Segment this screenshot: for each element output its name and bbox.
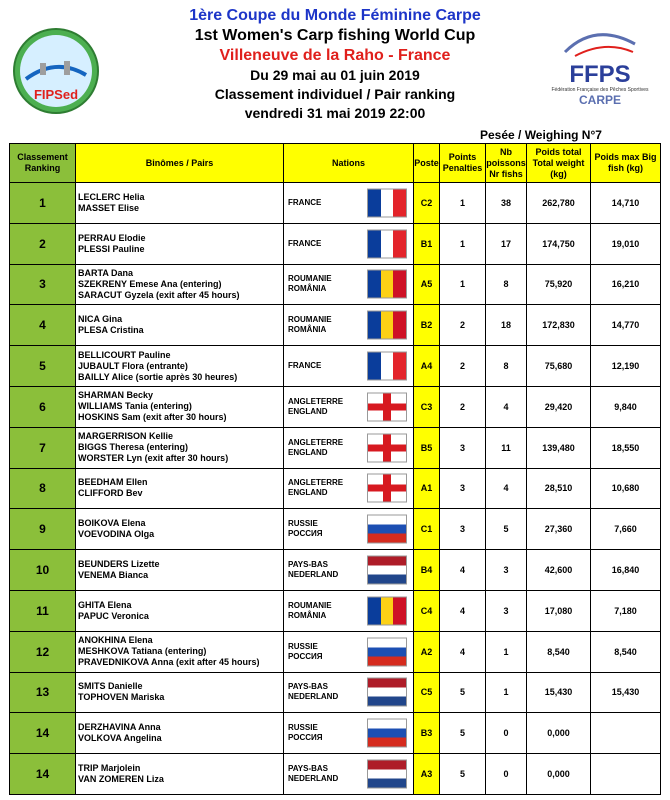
penalties-cell: 2 <box>440 305 486 346</box>
big-fish-cell: 19,010 <box>591 223 661 264</box>
total-weight-cell: 15,430 <box>527 672 591 713</box>
nation-name: FRANCE <box>288 361 322 371</box>
nation-cell <box>284 346 414 387</box>
col-pairs: Binômes / Pairs <box>76 144 284 183</box>
penalties-cell: 2 <box>440 346 486 387</box>
total-weight-cell: 29,420 <box>527 386 591 427</box>
pair-member: BIGGS Theresa (entering) <box>78 442 189 453</box>
big-fish-cell: 16,210 <box>591 264 661 305</box>
venue: Villeneuve de la Raho - France <box>219 47 451 64</box>
pair-member: MESHKOVA Tatiana (entering) <box>78 646 207 657</box>
nation-cell <box>284 223 414 264</box>
big-fish-cell: 18,550 <box>591 427 661 468</box>
pair-member: PERRAU Elodie <box>78 232 146 243</box>
pair-member: PLESA Cristina <box>78 325 144 336</box>
pair-member: WILLIAMS Tania (entering) <box>78 401 192 412</box>
table-row <box>10 305 661 346</box>
total-weight-cell: 42,600 <box>527 550 591 591</box>
poste-cell: B3 <box>414 713 440 754</box>
pair-member: VOEVODINA Olga <box>78 529 155 540</box>
svg-text:FIPSed: FIPSed <box>33 87 79 102</box>
col-total-weight: Poids total Total weight (kg) <box>527 144 591 183</box>
pair-member: ANOKHINA Elena <box>78 635 153 646</box>
netherlands-flag-icon <box>367 678 407 707</box>
header-titles <box>130 0 540 123</box>
pair-member: TOPHOVEN Mariska <box>78 692 165 703</box>
col-fish: Nb poissons Nr fishs <box>486 144 527 183</box>
nation-name: RUSSIE <box>288 723 318 733</box>
nation-name: РОССИЯ <box>288 733 323 743</box>
big-fish-cell <box>591 713 661 754</box>
nation-cell <box>284 386 414 427</box>
nation-cell <box>284 672 414 713</box>
fish-count-cell: 11 <box>486 427 527 468</box>
big-fish-cell: 15,430 <box>591 672 661 713</box>
nation-cell <box>284 427 414 468</box>
nation-name: FRANCE <box>288 197 322 207</box>
france-flag-icon <box>367 352 407 381</box>
fipsed-logo <box>12 27 100 115</box>
pairs-cell <box>76 223 284 264</box>
russia-flag-icon <box>367 515 407 544</box>
col-nations: Nations <box>284 144 414 183</box>
table-row <box>10 672 661 713</box>
total-weight-cell: 172,830 <box>527 305 591 346</box>
ranking-table <box>9 143 661 795</box>
rank-cell: 8 <box>10 468 76 509</box>
ranking-type: Classement individuel / Pair ranking <box>214 86 456 102</box>
table-header-row <box>10 144 661 183</box>
poste-cell: C4 <box>414 590 440 631</box>
poste-cell: A4 <box>414 346 440 387</box>
rank-cell: 14 <box>10 713 76 754</box>
pair-member: BOIKOVA Elena <box>78 518 146 529</box>
nation-name: РОССИЯ <box>288 529 323 539</box>
nation-name: NEDERLAND <box>288 570 339 580</box>
rank-cell: 1 <box>10 183 76 224</box>
rank-cell: 14 <box>10 754 76 795</box>
total-weight-cell: 28,510 <box>527 468 591 509</box>
rank-cell: 6 <box>10 386 76 427</box>
poste-cell: A3 <box>414 754 440 795</box>
penalties-cell: 5 <box>440 754 486 795</box>
poste-cell: A1 <box>414 468 440 509</box>
total-weight-cell: 8,540 <box>527 631 591 672</box>
nation-name: PAYS-BAS <box>288 764 329 774</box>
col-ranking: Classement Ranking <box>10 144 76 183</box>
pairs-cell <box>76 550 284 591</box>
poste-cell: C2 <box>414 183 440 224</box>
nation-name: ANGLETERRE <box>288 396 344 406</box>
big-fish-cell: 14,710 <box>591 183 661 224</box>
england-flag-icon <box>367 433 407 462</box>
weighing-number: Pesée / Weighing N°7 <box>480 128 602 142</box>
nation-name: ROMÂNIA <box>288 610 327 620</box>
table-row <box>10 223 661 264</box>
pairs-cell <box>76 468 284 509</box>
penalties-cell: 5 <box>440 672 486 713</box>
nation-cell <box>284 550 414 591</box>
pair-member: PAPUC Veronica <box>78 610 149 621</box>
table-row <box>10 713 661 754</box>
table-row <box>10 509 661 550</box>
big-fish-cell: 14,770 <box>591 305 661 346</box>
rank-cell: 7 <box>10 427 76 468</box>
romania-flag-icon <box>367 270 407 299</box>
nation-cell <box>284 305 414 346</box>
table-row <box>10 427 661 468</box>
pair-member: SZEKRENY Emese Ana (entering) <box>78 278 222 289</box>
nation-name: NEDERLAND <box>288 774 339 784</box>
penalties-cell: 1 <box>440 183 486 224</box>
pair-member: SHARMAN Becky <box>78 390 154 401</box>
pair-member: SARACUT Gyzela (exit after 45 hours) <box>78 289 240 300</box>
nation-cell <box>284 468 414 509</box>
poste-cell: A5 <box>414 264 440 305</box>
pair-member: VAN ZOMEREN Liza <box>78 774 164 785</box>
table-row <box>10 346 661 387</box>
penalties-cell: 3 <box>440 468 486 509</box>
pair-member: SMITS Danielle <box>78 681 143 692</box>
penalties-cell: 3 <box>440 427 486 468</box>
nation-name: ROMÂNIA <box>288 284 327 294</box>
poste-cell: C5 <box>414 672 440 713</box>
pair-member: NICA Gina <box>78 314 123 325</box>
romania-flag-icon <box>367 311 407 340</box>
pair-member: BEEDHAM Ellen <box>78 477 148 488</box>
table-row <box>10 468 661 509</box>
pair-member: HOSKINS Sam (exit after 30 hours) <box>78 412 227 423</box>
title-english: 1st Women's Carp fishing World Cup <box>194 27 476 44</box>
total-weight-cell: 139,480 <box>527 427 591 468</box>
big-fish-cell: 10,680 <box>591 468 661 509</box>
fish-count-cell: 1 <box>486 631 527 672</box>
nation-cell <box>284 713 414 754</box>
rank-cell: 2 <box>10 223 76 264</box>
nation-name: ROUMANIE <box>288 315 332 325</box>
total-weight-cell: 17,080 <box>527 590 591 631</box>
fish-count-cell: 0 <box>486 754 527 795</box>
pair-member: MARGERRISON Kellie <box>78 431 174 442</box>
fish-count-cell: 3 <box>486 550 527 591</box>
fish-count-cell: 1 <box>486 672 527 713</box>
big-fish-cell: 7,180 <box>591 590 661 631</box>
pair-member: BEUNDERS Lizette <box>78 559 160 570</box>
col-big-fish: Poids max Big fish (kg) <box>591 144 661 183</box>
fish-count-cell: 8 <box>486 346 527 387</box>
fish-count-cell: 5 <box>486 509 527 550</box>
penalties-cell: 4 <box>440 550 486 591</box>
rank-cell: 12 <box>10 631 76 672</box>
poste-cell: B1 <box>414 223 440 264</box>
nation-name: FRANCE <box>288 238 322 248</box>
big-fish-cell: 9,840 <box>591 386 661 427</box>
poste-cell: A2 <box>414 631 440 672</box>
total-weight-cell: 75,680 <box>527 346 591 387</box>
title-french: 1ère Coupe du Monde Féminine Carpe <box>189 7 481 24</box>
romania-flag-icon <box>367 596 407 625</box>
total-weight-cell: 27,360 <box>527 509 591 550</box>
big-fish-cell: 12,190 <box>591 346 661 387</box>
pair-member: TRIP Marjolein <box>78 763 141 774</box>
rank-cell: 11 <box>10 590 76 631</box>
pair-member: BELLICOURT Pauline <box>78 349 171 360</box>
pair-member: GHITA Elena <box>78 599 132 610</box>
penalties-cell: 4 <box>440 590 486 631</box>
netherlands-flag-icon <box>367 556 407 585</box>
rank-cell: 5 <box>10 346 76 387</box>
england-flag-icon <box>367 392 407 421</box>
pairs-cell <box>76 386 284 427</box>
poste-cell: C3 <box>414 386 440 427</box>
pair-member: JUBAULT Flora (entrante) <box>78 360 188 371</box>
pair-member: BAILLY Alice (sortie après 30 heures) <box>78 371 238 382</box>
pairs-cell <box>76 183 284 224</box>
fish-count-cell: 38 <box>486 183 527 224</box>
fish-count-cell: 4 <box>486 468 527 509</box>
table-row <box>10 590 661 631</box>
table-row <box>10 550 661 591</box>
pair-member: CLIFFORD Bev <box>78 488 143 499</box>
nation-name: ENGLAND <box>288 488 328 498</box>
nation-cell <box>284 264 414 305</box>
pair-member: VOLKOVA Angelina <box>78 733 162 744</box>
pair-member: PRAVEDNIKOVA Anna (exit after 45 hours) <box>78 657 260 668</box>
penalties-cell: 1 <box>440 264 486 305</box>
netherlands-flag-icon <box>367 760 407 789</box>
poste-cell: B4 <box>414 550 440 591</box>
russia-flag-icon <box>367 719 407 748</box>
total-weight-cell: 262,780 <box>527 183 591 224</box>
pair-member: DERZHAVINA Anna <box>78 722 161 733</box>
table-row <box>10 386 661 427</box>
nation-name: ROUMANIE <box>288 274 332 284</box>
big-fish-cell <box>591 754 661 795</box>
penalties-cell: 4 <box>440 631 486 672</box>
page-header <box>0 0 670 150</box>
pairs-cell <box>76 264 284 305</box>
fish-count-cell: 0 <box>486 713 527 754</box>
nation-cell <box>284 590 414 631</box>
pair-member: MASSET Elise <box>78 202 140 213</box>
pairs-cell <box>76 631 284 672</box>
pair-member: BARTA Dana <box>78 267 134 278</box>
table-row <box>10 631 661 672</box>
big-fish-cell: 7,660 <box>591 509 661 550</box>
fish-count-cell: 4 <box>486 386 527 427</box>
nation-name: RUSSIE <box>288 519 318 529</box>
pair-member: WORSTER Lyn (exit after 30 hours) <box>78 453 229 464</box>
rank-cell: 3 <box>10 264 76 305</box>
svg-text:FFPS: FFPS <box>569 61 631 88</box>
total-weight-cell: 174,750 <box>527 223 591 264</box>
timestamp: vendredi 31 mai 2019 22:00 <box>244 105 426 121</box>
nation-name: ENGLAND <box>288 406 328 416</box>
fish-count-cell: 8 <box>486 264 527 305</box>
nation-name: NEDERLAND <box>288 692 339 702</box>
russia-flag-icon <box>367 637 407 666</box>
nation-cell <box>284 631 414 672</box>
nation-name: ANGLETERRE <box>288 437 344 447</box>
nation-name: RUSSIE <box>288 641 318 651</box>
dates: Du 29 mai au 01 juin 2019 <box>250 67 420 83</box>
penalties-cell: 2 <box>440 386 486 427</box>
table-row <box>10 754 661 795</box>
nation-cell <box>284 183 414 224</box>
poste-cell: B2 <box>414 305 440 346</box>
pairs-cell <box>76 713 284 754</box>
poste-cell: C1 <box>414 509 440 550</box>
pairs-cell <box>76 305 284 346</box>
pairs-cell <box>76 427 284 468</box>
pairs-cell <box>76 672 284 713</box>
nation-name: PAYS-BAS <box>288 682 329 692</box>
rank-cell: 9 <box>10 509 76 550</box>
rank-cell: 4 <box>10 305 76 346</box>
penalties-cell: 5 <box>440 713 486 754</box>
big-fish-cell: 8,540 <box>591 631 661 672</box>
col-penalties: Points Penalties <box>440 144 486 183</box>
pair-member: PLESSI Pauline <box>78 243 145 254</box>
france-flag-icon <box>367 188 407 217</box>
table-row <box>10 183 661 224</box>
france-flag-icon <box>367 229 407 258</box>
col-poste: Poste <box>414 144 440 183</box>
total-weight-cell: 0,000 <box>527 713 591 754</box>
nation-name: ENGLAND <box>288 447 328 457</box>
pair-member: LECLERC Helia <box>78 191 145 202</box>
nation-cell <box>284 754 414 795</box>
pairs-cell <box>76 509 284 550</box>
svg-text:CARPE: CARPE <box>578 93 622 107</box>
pairs-cell <box>76 754 284 795</box>
nation-name: РОССИЯ <box>288 651 323 661</box>
penalties-cell: 3 <box>440 509 486 550</box>
pair-member: VENEMA Bianca <box>78 570 149 581</box>
nation-name: ROMÂNIA <box>288 325 327 335</box>
penalties-cell: 1 <box>440 223 486 264</box>
fish-count-cell: 3 <box>486 590 527 631</box>
total-weight-cell: 75,920 <box>527 264 591 305</box>
table-row <box>10 264 661 305</box>
nation-name: ANGLETERRE <box>288 478 344 488</box>
fish-count-cell: 18 <box>486 305 527 346</box>
rank-cell: 10 <box>10 550 76 591</box>
big-fish-cell: 16,840 <box>591 550 661 591</box>
rank-cell: 13 <box>10 672 76 713</box>
total-weight-cell: 0,000 <box>527 754 591 795</box>
svg-text:Fédération Française des Pêche: Fédération Française des Pêches Sportives <box>551 87 649 93</box>
ffps-logo <box>545 22 655 112</box>
poste-cell: B5 <box>414 427 440 468</box>
pairs-cell <box>76 346 284 387</box>
pairs-cell <box>76 590 284 631</box>
nation-name: ROUMANIE <box>288 600 332 610</box>
nation-cell <box>284 509 414 550</box>
england-flag-icon <box>367 474 407 503</box>
fish-count-cell: 17 <box>486 223 527 264</box>
nation-name: PAYS-BAS <box>288 560 329 570</box>
